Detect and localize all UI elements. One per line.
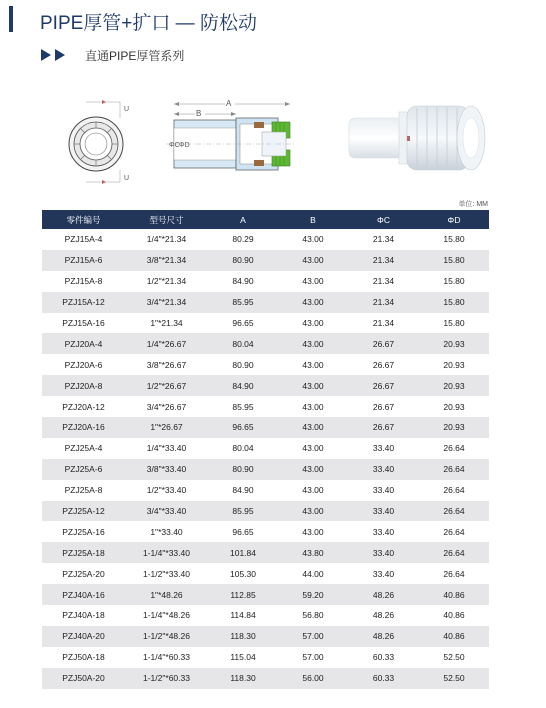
dim-a-label: A	[226, 99, 232, 108]
table-header-col-a: A	[208, 210, 278, 229]
table-cell-col-phi-d: 15.80	[419, 292, 489, 313]
table-cell-col-a: 85.95	[208, 292, 278, 313]
table-cell-col-b: 43.00	[302, 401, 324, 412]
table-cell-col-model-size: 3/4"*33.40	[125, 501, 208, 522]
table-cell-col-phi-c: 21.34	[372, 276, 395, 287]
table-cell-col-phi-d: 52.50	[443, 652, 465, 663]
table-cell-col-part-number: PZJ15A-6	[42, 250, 125, 271]
table-cell-col-b: 43.00	[278, 501, 348, 522]
table-cell-col-b: 57.00	[302, 652, 324, 663]
table-cell-col-phi-d: 15.80	[443, 276, 465, 287]
table-row	[42, 542, 489, 563]
table-cell-col-a: 80.29	[232, 234, 254, 245]
table-cell-col-model-size: 1/4"*33.40	[146, 443, 187, 454]
table-cell-col-phi-c: 48.26	[372, 610, 395, 621]
table-cell-col-part-number: PZJ15A-8	[64, 276, 103, 287]
table-cell-col-phi-c: 48.26	[348, 584, 419, 605]
table-cell-col-phi-d: 20.93	[419, 417, 489, 438]
table-cell-col-phi-d: 15.80	[443, 318, 465, 328]
table-cell-col-part-number: PZJ25A-12	[42, 501, 125, 522]
table-cell-col-a: 118.30	[208, 626, 278, 647]
table-row	[42, 647, 489, 668]
table-cell-col-a: 118.30	[208, 668, 278, 689]
table-cell-col-model-size: 3/4"*26.67	[146, 401, 187, 412]
table-cell-col-model-size: 3/4"*21.34	[125, 292, 208, 313]
table-cell-col-phi-c: 21.34	[348, 250, 419, 271]
spec-table	[42, 210, 489, 689]
table-cell-col-phi-c: 21.34	[372, 234, 395, 245]
table-body	[42, 229, 489, 689]
table-cell-col-phi-d: 20.93	[443, 359, 465, 370]
table-row	[42, 375, 489, 396]
table-cell-col-phi-d: 26.64	[419, 542, 489, 563]
table-row	[42, 292, 489, 313]
page-title: PIPE厚管+扩口 — 防松动	[40, 13, 257, 34]
table-row	[42, 396, 489, 417]
table-row	[42, 229, 489, 250]
table-cell-col-model-size: 1-1/4"*33.40	[125, 542, 208, 563]
table-cell-col-part-number: PZJ25A-8	[64, 485, 103, 496]
table-row	[42, 438, 489, 459]
table-cell-col-phi-c: 48.26	[348, 626, 419, 647]
table-cell-col-part-number: PZJ20A-12	[62, 401, 105, 412]
table-cell-col-phi-d: 40.86	[419, 584, 489, 605]
table-cell-col-phi-c: 21.34	[372, 318, 395, 328]
table-cell-col-b: 43.80	[278, 542, 348, 563]
dim-u-bottom: U	[124, 175, 130, 182]
table-cell-col-phi-c: 60.33	[372, 652, 395, 663]
dim-b-label: B	[196, 109, 202, 118]
table-cell-col-part-number: PZJ25A-20	[62, 568, 105, 579]
table-cell-col-a: 85.95	[232, 401, 254, 412]
table-cell-col-part-number: PZJ50A-20	[42, 668, 125, 689]
table-cell-col-part-number: PZJ25A-6	[42, 459, 125, 480]
table-cell-col-model-size: 1"*21.34	[150, 318, 183, 328]
table-cell-col-phi-c: 26.67	[348, 333, 419, 354]
title-accent-bar	[9, 6, 13, 32]
table-cell-col-phi-d: 40.86	[443, 610, 465, 621]
table-cell-col-a: 84.90	[208, 375, 278, 396]
table-cell-col-b: 43.00	[302, 359, 324, 370]
table-cell-col-a: 115.04	[230, 652, 256, 663]
table-cell-col-a: 84.90	[232, 276, 254, 287]
table-cell-col-b: 43.00	[278, 375, 348, 396]
table-cell-col-model-size: 1-1/2"*48.26	[125, 626, 208, 647]
table-cell-col-a: 80.04	[232, 443, 254, 454]
table-header-row	[42, 210, 489, 229]
table-cell-col-phi-d: 26.64	[443, 526, 465, 537]
table-row	[42, 417, 489, 438]
table-cell-col-b: 44.00	[302, 568, 324, 579]
table-cell-col-part-number: PZJ20A-4	[42, 333, 125, 354]
dim-c-label: ΦC	[169, 142, 180, 149]
table-cell-col-phi-d: 26.64	[443, 568, 465, 579]
fitting-technical-drawing	[66, 94, 296, 190]
table-cell-col-phi-d: 15.80	[443, 234, 465, 245]
table-cell-col-phi-c: 33.40	[372, 568, 395, 579]
table-cell-col-model-size: 1/4"*26.67	[125, 333, 208, 354]
table-cell-col-model-size: 1-1/2"*60.33	[125, 668, 208, 689]
table-cell-col-phi-c: 33.40	[348, 459, 419, 480]
table-cell-col-phi-c: 26.67	[372, 401, 395, 412]
table-row	[42, 313, 489, 334]
table-cell-col-part-number: PZJ25A-18	[42, 542, 125, 563]
table-cell-col-part-number: PZJ20A-8	[42, 375, 125, 396]
table-header-col-model-size: 型号尺寸	[125, 210, 208, 229]
table-cell-col-b: 43.00	[302, 526, 324, 537]
table-cell-col-a: 85.95	[208, 501, 278, 522]
table-cell-col-model-size: 3/8"*26.67	[146, 359, 187, 370]
table-cell-col-phi-d: 26.64	[419, 501, 489, 522]
dim-d-label: ΦD	[179, 142, 190, 149]
table-cell-col-model-size: 1/2"*26.67	[125, 375, 208, 396]
table-cell-col-a: 80.90	[232, 359, 254, 370]
table-cell-col-b: 43.00	[278, 459, 348, 480]
unit-label: 单位: MM	[458, 201, 488, 208]
table-cell-col-a: 105.30	[230, 568, 256, 579]
table-row	[42, 480, 489, 501]
table-row	[42, 501, 489, 522]
table-cell-col-model-size: 1-1/4"*48.26	[143, 610, 190, 621]
table-row	[42, 354, 489, 375]
fitting-section-view	[166, 98, 294, 170]
table-cell-col-model-size: 1/2"*21.34	[146, 276, 187, 287]
table-row	[42, 584, 489, 605]
table-cell-col-part-number: PZJ20A-6	[64, 359, 103, 370]
table-header-col-part-number: 零件编号	[42, 210, 125, 229]
table-cell-col-b: 43.00	[278, 250, 348, 271]
table-cell-col-b: 43.00	[278, 333, 348, 354]
table-row	[42, 459, 489, 480]
section-subtitle: 直通PIPE厚管系列	[85, 49, 185, 63]
table-cell-col-part-number: PZJ40A-18	[62, 610, 105, 621]
table-cell-col-phi-d: 15.80	[419, 250, 489, 271]
table-cell-col-phi-d: 20.93	[419, 375, 489, 396]
table-cell-col-phi-c: 33.40	[348, 542, 419, 563]
table-cell-col-b: 57.00	[278, 626, 348, 647]
table-cell-col-b: 59.20	[278, 584, 348, 605]
table-cell-col-phi-c: 26.67	[348, 417, 419, 438]
table-cell-col-phi-d: 40.86	[419, 626, 489, 647]
table-cell-col-b: 43.00	[302, 318, 324, 328]
table-cell-col-model-size: 1"*26.67	[125, 417, 208, 438]
table-cell-col-phi-d: 20.93	[419, 333, 489, 354]
table-header-col-b: B	[278, 210, 348, 229]
table-cell-col-part-number: PZJ25A-4	[64, 443, 103, 454]
table-cell-col-b: 43.00	[302, 234, 324, 245]
table-row	[42, 626, 489, 647]
table-cell-col-b: 56.80	[302, 610, 324, 621]
table-cell-col-a: 96.65	[208, 417, 278, 438]
table-cell-col-model-size: 1"*48.26	[125, 584, 208, 605]
table-cell-col-phi-c: 33.40	[348, 501, 419, 522]
table-cell-col-a: 80.90	[208, 250, 278, 271]
table-cell-col-part-number: PZJ20A-16	[42, 417, 125, 438]
table-cell-col-a: 112.85	[208, 584, 278, 605]
table-row	[42, 333, 489, 354]
table-cell-col-b: 43.00	[278, 417, 348, 438]
table-header-col-phi-d: ΦD	[419, 210, 489, 229]
table-cell-col-model-size: 3/8"*21.34	[125, 250, 208, 271]
fitting-end-view	[69, 100, 129, 184]
table-cell-col-model-size: 1"*33.40	[150, 526, 183, 537]
table-row	[42, 605, 489, 626]
table-cell-col-a: 96.65	[232, 526, 254, 537]
fitting-product-image	[343, 100, 493, 176]
table-row	[42, 563, 489, 584]
table-cell-col-b: 56.00	[278, 668, 348, 689]
table-cell-col-phi-d: 52.50	[419, 668, 489, 689]
table-cell-col-a: 114.84	[230, 610, 256, 621]
table-cell-col-b: 43.00	[278, 292, 348, 313]
table-cell-col-phi-d: 26.64	[419, 459, 489, 480]
table-row	[42, 668, 489, 689]
table-cell-col-b: 43.00	[302, 276, 324, 287]
table-cell-col-part-number: PZJ50A-18	[62, 652, 105, 663]
table-cell-col-model-size: 1/4"*21.34	[146, 234, 187, 245]
table-cell-col-phi-c: 33.40	[372, 443, 395, 454]
table-cell-col-b: 43.00	[302, 443, 324, 454]
table-cell-col-part-number: PZJ25A-16	[62, 526, 105, 537]
table-cell-col-model-size: 1-1/2"*33.40	[143, 568, 190, 579]
table-row	[42, 250, 489, 271]
table-cell-col-phi-c: 33.40	[372, 526, 395, 537]
dim-u-top: U	[124, 106, 130, 113]
table-cell-col-model-size: 3/8"*33.40	[125, 459, 208, 480]
table-cell-col-model-size: 1/2"*33.40	[146, 485, 187, 496]
table-cell-col-phi-c: 60.33	[348, 668, 419, 689]
table-cell-col-phi-c: 33.40	[372, 485, 395, 496]
table-cell-col-b: 43.00	[302, 485, 324, 496]
table-cell-col-part-number: PZJ40A-16	[42, 584, 125, 605]
table-header-col-phi-c: ΦC	[348, 210, 419, 229]
table-cell-col-phi-d: 20.93	[443, 401, 465, 412]
table-cell-col-a: 96.65	[232, 318, 254, 328]
table-cell-col-phi-c: 21.34	[348, 292, 419, 313]
table-cell-col-part-number: PZJ15A-16	[62, 318, 105, 328]
double-arrow-icon	[41, 48, 71, 62]
table-row	[42, 521, 489, 542]
table-cell-col-phi-d: 26.64	[443, 443, 465, 454]
table-cell-col-part-number: PZJ15A-12	[42, 292, 125, 313]
table-cell-col-a: 80.04	[208, 333, 278, 354]
table-cell-col-phi-c: 26.67	[348, 375, 419, 396]
table-row	[42, 271, 489, 292]
table-cell-col-a: 101.84	[208, 542, 278, 563]
table-cell-col-part-number: PZJ40A-20	[42, 626, 125, 647]
table-cell-col-model-size: 1-1/4"*60.33	[143, 652, 190, 663]
table-cell-col-part-number: PZJ15A-4	[64, 234, 103, 245]
table-cell-col-phi-d: 26.64	[443, 485, 465, 496]
table-cell-col-phi-c: 26.67	[372, 359, 395, 370]
table-cell-col-a: 84.90	[232, 485, 254, 496]
table-cell-col-a: 80.90	[208, 459, 278, 480]
